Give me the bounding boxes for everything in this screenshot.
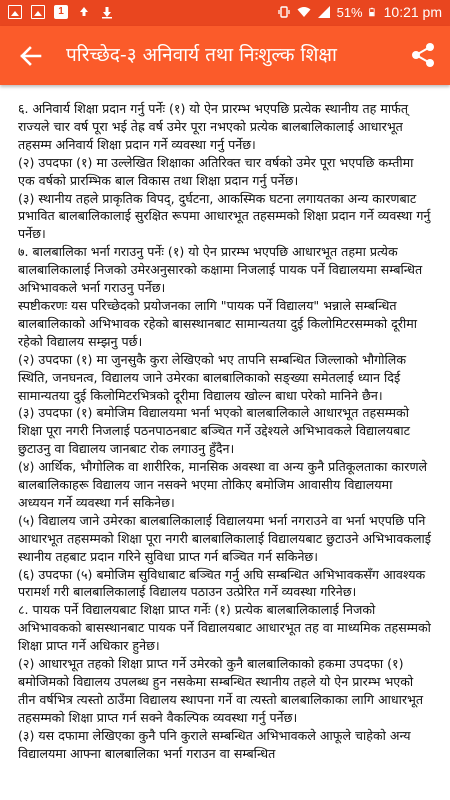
article-paragraph: (२) आधारभूत तहको शिक्षा प्राप्त गर्ने उमेरको कुनै बालबालिकाको हकमा उपदफा (१) बमोजिमको विद्यालय उपलब्ध हुन नसकेमा सम्बन्धित स्थानीय तहले यो ऐन प्रारम्भ भएको तीन वर्षभित्र त्यस्तो ठाउँमा विद्यालय स्थापना गर्ने वा त्यस्तो बालबालिकाका लागि आधारभूत तहसम्मको शिक्षा प्राप्त गर्न सक्ने वैकल्पिक व्यवस्था गर्नु पर्नेछ। bbox=[18, 656, 424, 725]
app-toolbar bbox=[0, 26, 450, 85]
battery-percent: 51% bbox=[336, 4, 363, 20]
arrow-back-icon[interactable] bbox=[14, 40, 46, 72]
article-paragraph: (३) उपदफा (१) बमोजिम विद्यालयमा भर्ना भएको बालबालिकाले आधारभूत तहसम्मको शिक्षा पूरा नगरी निजलाई पठनपाठनबाट बञ्चित गर्ने उद्देश्यले अभिभावकले विद्यालयबाट छुटाउनु वा विद्यालय जानबाट रोक लगाउनु हुँदैन। bbox=[18, 405, 410, 457]
download-icon bbox=[100, 5, 114, 19]
signal-icon bbox=[317, 5, 331, 19]
article-paragraph: (६) उपदफा (५) बमोजिम सुविधाबाट बञ्चित गर्नु अघि सम्बन्धित अभिभावकसँग आवश्यक परामर्श गरी बालबालिकालाई विद्यालय पठाउन उत्प्रेरित गर्ने व्यवस्था गरिनेछ। bbox=[18, 566, 426, 600]
article-paragraph: (५) विद्यालय जाने उमेरका बालबालिकालाई विद्यालयमा भर्ना नगराउने वा भर्ना भएपछि पनि आधारभूत तहसम्मको शिक्षा पूरा नगरी बालबालिकालाई विद्यालयबाट छुटाउने अभिभावकलाई स्थानीय तहबाट प्रदान गरिने सुविधा प्राप्त गर्न बञ्चित गर्न सकिनेछ। bbox=[18, 512, 431, 564]
notification-badge-icon: 1 bbox=[54, 5, 68, 19]
article-paragraph: (२) उपदफा (१) मा जुनसुकै कुरा लेखिएको भए तापनि सम्बन्धित जिल्लाको भौगोलिक स्थिति, जनघनत्व, विद्यालय जाने उमेरका बालबालिकाको सङ्ख्या समेतलाई ध्यान दिई सामान्यतया दुई किलोमिटरभित्रको दूरीमा विद्यालय खोल्न बाधा परेको मानिने छैन। bbox=[18, 351, 406, 403]
article-paragraph: स्पष्टीकरणः यस परिच्छेदको प्रयोजनका लागि "पायक पर्ने विद्यालय" भन्नाले सम्बन्धित बालबालिकाको अभिभावक रहेको बासस्थानबाट सामान्यतया दुई किलोमिटरसम्मको दूरीमा रहेको विद्यालय सम्झनु पर्छ। bbox=[18, 297, 418, 349]
battery-icon bbox=[369, 5, 378, 19]
article-paragraph: (३) स्थानीय तहले प्राकृतिक विपद्, दुर्घटना, आकस्मिक घटना लगायतका अन्य कारणबाट प्रभावित बालबालिकालाई सुरक्षित रूपमा आधारभूत तहसम्मको शिक्षा प्रदान गर्ने व्यवस्था गर्नु पर्नेछ। bbox=[18, 190, 431, 242]
status-bar-right bbox=[277, 4, 442, 20]
vibrate-icon bbox=[277, 5, 291, 19]
share-icon[interactable] bbox=[408, 40, 438, 70]
image-icon bbox=[31, 5, 45, 19]
article-body bbox=[18, 100, 432, 800]
status-bar bbox=[0, 0, 450, 26]
clock: 10:21 pm bbox=[383, 4, 442, 20]
status-bar-left bbox=[8, 5, 114, 19]
article-paragraph: ६. अनिवार्य शिक्षा प्रदान गर्नु पर्नेः (१) यो ऐन प्रारम्भ भएपछि प्रत्येक स्थानीय तह मार्फत् राज्यले चार वर्ष पूरा भई तेह्र वर्ष उमेर पूरा नभएको प्रत्येक बालबालिकालाई आधारभूत तहसम्म अनिवार्य शिक्षा प्रदान गर्ने व्यवस्था गर्नु पर्नेछ। bbox=[18, 101, 409, 152]
upload-icon bbox=[77, 5, 91, 19]
wifi-icon bbox=[297, 5, 311, 19]
article-paragraph: (४) आर्थिक, भौगोलिक वा शारीरिक, मानसिक अवस्था वा अन्य कुनै प्रतिकूलताका कारणले बालबालिकाहरू विद्यालय जान नसक्ने भएमा तोकिए बमोजिम आवासीय विद्यालयमा अध्ययन गर्ने व्यवस्था गर्न सकिनेछ। bbox=[18, 459, 428, 510]
page-title: परिच्छेद-३ अनिवार्य तथा निःशुल्क शिक्षा bbox=[66, 44, 337, 66]
article-paragraph: (३) यस दफामा लेखिएका कुनै पनि कुराले सम्बन्धित अभिभावकले आफूले चाहेको अन्य विद्यालयमा आफ्ना बालबालिका भर्ना गराउन वा सम्बन्धित bbox=[18, 727, 411, 761]
article-paragraph: ८. पायक पर्ने विद्यालयबाट शिक्षा प्राप्त गर्नेः (१) प्रत्येक बालबालिकालाई निजको अभिभावकको बासस्थानबाट पायक पर्ने विद्यालयबाट आधारभूत तह वा माध्यमिक तहसम्मको शिक्षा प्राप्त गर्ने अधिकार हुनेछ। bbox=[18, 602, 431, 654]
article-paragraph: ७. बालबालिका भर्ना गराउनु पर्नेः (१) यो ऐन प्रारम्भ भएपछि आधारभूत तहमा प्रत्येक बालबालिकालाई निजको उमेरअनुसारको कक्षामा निजलाई पायक पर्ने विद्यालयमा सम्बन्धित अभिभावकले भर्ना गराउनु पर्नेछ। bbox=[18, 244, 423, 296]
article-paragraph: (२) उपदफा (१) मा उल्लेखित शिक्षाका अतिरिक्त चार वर्षको उमेर पूरा भएपछि कम्तीमा एक वर्षको प्रारम्भिक बाल विकास तथा शिक्षा प्रदान गर्नु पर्नेछ। bbox=[18, 154, 414, 188]
image-icon bbox=[8, 5, 22, 19]
